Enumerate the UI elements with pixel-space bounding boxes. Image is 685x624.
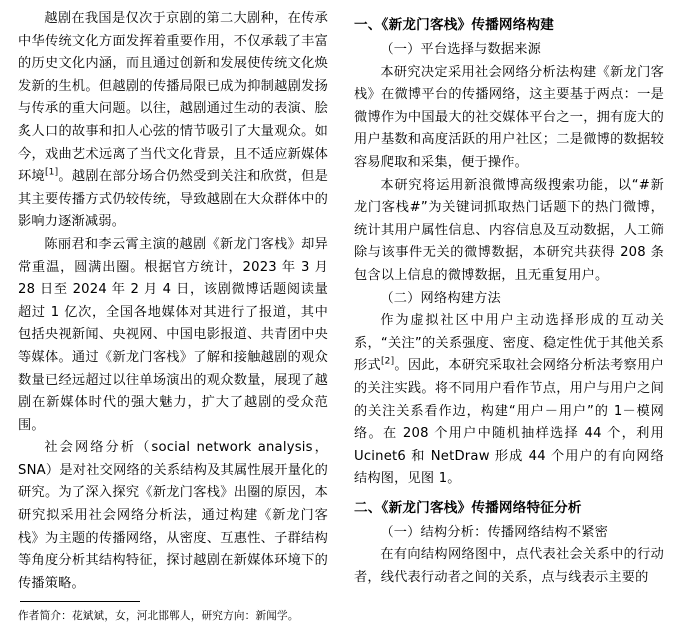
- subsection-heading-1-1: （一）平台选择与数据来源: [380, 42, 542, 57]
- paragraph-intro-2: 陈丽君和李云霄主演的越剧《新龙门客栈》却异常重温，圆满出圈。根据官方统计，2023 年 3 月 28 日至 2024 年 2 月 4 日，该剧微博话题阅读量超过 1 亿次，全国各地媒体对其进行了报道，其中包括央视新闻、央视网、中国电影报道、共青团中央等媒体。通过《新龙门客栈》了解和接触越剧的观众数量已经远超过以往单场演出的观众数量，展现了越剧在新媒体时代的强大魅力，扩大了越剧的受众范围。: [18, 236, 328, 433]
- subsection-heading-1-2: （二）网络构建方法: [380, 290, 501, 306]
- footnote-ref-2: [2]: [380, 356, 395, 367]
- paragraph-method: 作为虚拟社区中用户主动选择形成的互动关系，“关注”的关系强度、密度、稳定性优于其他关系形式[2]。因此，本研究采取社会网络分析法考察用户的关注实践。将不同用户看作节点，用户与用户之间的关注关系看作边，构建“用户－用户”的 1－模网络。在 208 个用户中随机抽样选择 44 个，利用 Ucinet6 和 NetDraw 形成 44 个用户的有向网络结构图，见图 1。: [354, 313, 664, 487]
- paragraph-intro-3: 社会网络分析（social network analysis，SNA）是对社交网络的关系结构及其属性展开量化的研究。为了深入探究《新龙门客栈》出圈的原因，本研究拟采用社会网络分析法，通过构建《新龙门客栈》为主题的传播网络，从密度、互惠性、子群结构等角度分析其结构特征，探讨越剧在新媒体环境下的传播策略。: [18, 440, 328, 591]
- left-column: [18, 8, 328, 623]
- paragraph-platform-2: 本研究将运用新浪微博高级搜索功能，以“#新龙门客栈#”为关键词抓取热门话题下的热门微博，统计其用户属性信息、内容信息及互动数据，人工筛除与该事件无关的微博数据，本研究共获得 208 条包含以上信息的微博数据，且无重复用户。: [354, 177, 664, 283]
- footnote-area: [18, 595, 328, 624]
- subsection-heading-2-1: （一）结构分析：传播网络结构不紧密: [380, 524, 608, 540]
- footnote-divider: [20, 601, 140, 602]
- section-heading-1: 一、《新龙门客栈》传播网络构建: [354, 17, 555, 33]
- right-column: [354, 8, 664, 608]
- author-bio-footnote: 作者简介：花斌斌，女，河北邯郸人，研究方向：新闻学。: [18, 610, 299, 623]
- paragraph-intro-1: 越剧在我国是仅次于京剧的第二大剧种，在传承中华传统文化方面发挥着重要作用，不仅承载了丰富的历史文化内涵，而且通过创新和发展使传统文化焕发新的生机。但越剧的传播局限已成为抑制越剧发扬与传承的重大问题。以往，越剧通过生动的表演、脍炙人口的故事和扣人心弦的情节吸引了大量观众。如今，戏曲艺术远离了当代文化背景，且不适应新媒体环境[1]。越剧在部分场合仍然受到关注和欣赏，但是其主要传播方式仍较传统，导致越剧在大众群体中的影响力逐渐减弱。: [18, 11, 328, 230]
- paragraph-structure: 在有向结构网络图中，点代表社会关系中的行动者，线代表行动者之间的关系，点与线表示主要的: [354, 547, 664, 586]
- section-heading-2: 二、《新龙门客栈》传播网络特征分析: [354, 499, 582, 516]
- paragraph-platform-1: 本研究决定采用社会网络分析法构建《新龙门客栈》在微博平台的传播网络，这主要基于两点：一是微博作为中国最大的社交媒体平台之一，拥有庞大的用户基数和高度活跃的用户社区；二是微博的数据较容易爬取和采集，便于操作。: [354, 64, 664, 170]
- footnote-ref-1: [1]: [44, 167, 59, 178]
